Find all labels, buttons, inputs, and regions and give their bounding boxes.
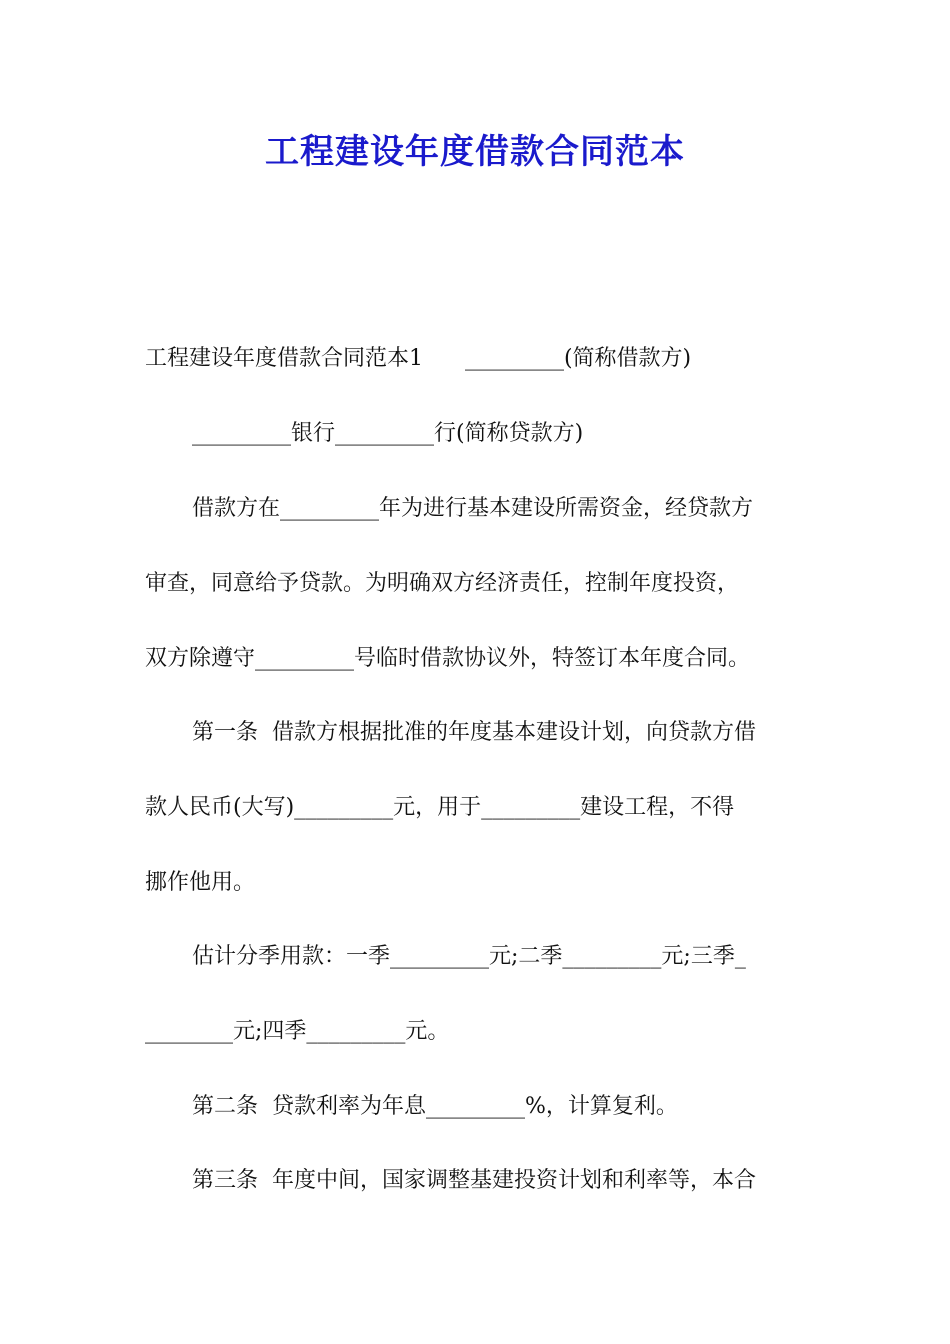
- document-title: 工程建设年度借款合同范本: [265, 132, 685, 172]
- text-line-6: 第一条 借款方根据批准的年度基本建设计划，向贷款方借: [192, 720, 756, 745]
- text-line-3: 借款方在_________年为进行基本建设所需资金，经贷款方: [192, 496, 754, 521]
- text-line-11: 第二条 贷款利率为年息_________%，计算复利。: [192, 1094, 678, 1119]
- text-line-2: _________银行_________行(简称贷款方): [192, 421, 584, 446]
- text-line-4: 审查，同意给予贷款。为明确双方经济责任，控制年度投资，: [145, 571, 740, 596]
- text-line-1: 工程建设年度借款合同范本1 _________(简称借款方): [145, 346, 692, 371]
- text-line-7: 款人民币(大写)_________元，用于_________建设工程，不得: [145, 795, 735, 820]
- text-line-5: 双方除遵守_________号临时借款协议外，特签订本年度合同。: [145, 646, 751, 671]
- text-line-12: 第三条 年度中间，国家调整基建投资计划和利率等，本合: [192, 1168, 756, 1193]
- text-line-8: 挪作他用。: [145, 870, 256, 895]
- text-line-10: ________元;四季_________元。: [145, 1019, 450, 1044]
- text-line-9: 估计分季用款：一季_________元;二季_________元;三季_: [192, 944, 746, 969]
